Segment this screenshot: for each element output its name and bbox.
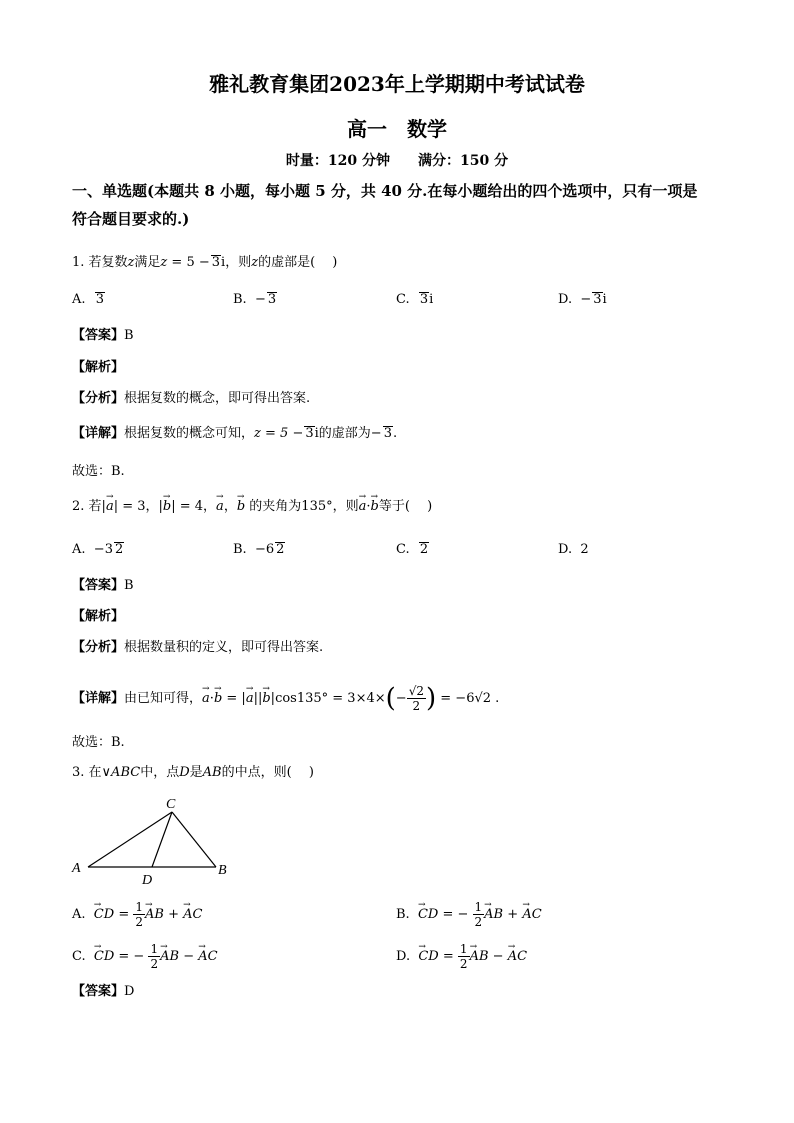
q2-analysis-tag: 【解析】 bbox=[72, 609, 125, 624]
q3-option-c: C. → CD = − $\frac{1}{2}$ → AB − → AC bbox=[72, 942, 218, 971]
q2-xiangjie: 【详解】由已知可得，→ a·→ b = |→ a||→ b|cos135° = 3×4×(− $\frac{√2}{2}$ ) = −6√2 . bbox=[72, 684, 499, 713]
q1-analysis-tag: 【解析】 bbox=[72, 360, 125, 375]
label-b: B bbox=[218, 863, 227, 878]
question-1-stem: 1. 若复数z满足z = 5 − 3i，则z的虚部是( ) bbox=[72, 255, 338, 270]
q1-answer: 【答案】B bbox=[72, 328, 134, 343]
exam-subtitle: 高一 数学 bbox=[347, 117, 447, 141]
q3-option-d: D. → CD = $\frac{1}{2}$ → AB − → AC bbox=[396, 942, 527, 971]
segment-cd bbox=[152, 812, 172, 867]
q3-answer: 【答案】D bbox=[72, 984, 135, 999]
q1-option-b: B. − 3 bbox=[233, 292, 277, 307]
label-d: D bbox=[142, 873, 153, 887]
q1-xiangjie: 【详解】根据复数的概念可知，z = 5 − 3i的虚部为− 3. bbox=[72, 426, 398, 441]
q3-option-a: A. → CD = $\frac{1}{2}$ → AB + → AC bbox=[72, 900, 202, 929]
side-bc bbox=[172, 812, 216, 867]
q1-fenxi: 【分析】根据复数的概念，即可得出答案. bbox=[72, 391, 311, 406]
q1-option-c: C. 3i bbox=[396, 292, 434, 307]
q2-option-c: C. 2 bbox=[396, 542, 429, 557]
triangle-figure bbox=[66, 792, 246, 887]
q2-conclusion: 故选：B. bbox=[72, 735, 125, 750]
q2-option-d: D. 2 bbox=[558, 542, 589, 557]
exam-title: 雅礼教育集团2023年上学期期中考试试卷 bbox=[209, 72, 585, 96]
q2-fenxi: 【分析】根据数量积的定义，即可得出答案. bbox=[72, 640, 324, 655]
label-c: C bbox=[166, 797, 176, 812]
q2-option-a: A. −3 2 bbox=[72, 542, 124, 557]
question-2-stem: 2. 若|→ a| = 3，|→ b| = 4，→ a，→ b 的夹角为135°，则→ a·→ b等于( ) bbox=[72, 497, 432, 517]
label-a: A bbox=[72, 861, 81, 876]
section-heading-line1: 一、单选题(本题共 8 小题，每小题 5 分，共 40 分.在每小题给出的四个选项中，只有一项是 bbox=[72, 182, 698, 200]
q1-conclusion: 故选：B. bbox=[72, 464, 125, 479]
q3-option-b: B. → CD = − $\frac{1}{2}$ → AB + → AC bbox=[396, 900, 542, 929]
side-ac bbox=[88, 812, 172, 867]
q2-option-b: B. −6 2 bbox=[233, 542, 285, 557]
q1-option-a: A. 3 bbox=[72, 292, 105, 307]
q2-answer: 【答案】B bbox=[72, 578, 134, 593]
exam-meta: 时量：120 分钟 满分：150 分 bbox=[285, 153, 509, 169]
q1-option-d: D. − 3i bbox=[558, 292, 607, 307]
section-heading-line2: 符合题目要求的.) bbox=[72, 210, 190, 228]
question-3-stem: 3. 在∨ABC中，点D是AB的中点，则( ) bbox=[72, 765, 314, 780]
